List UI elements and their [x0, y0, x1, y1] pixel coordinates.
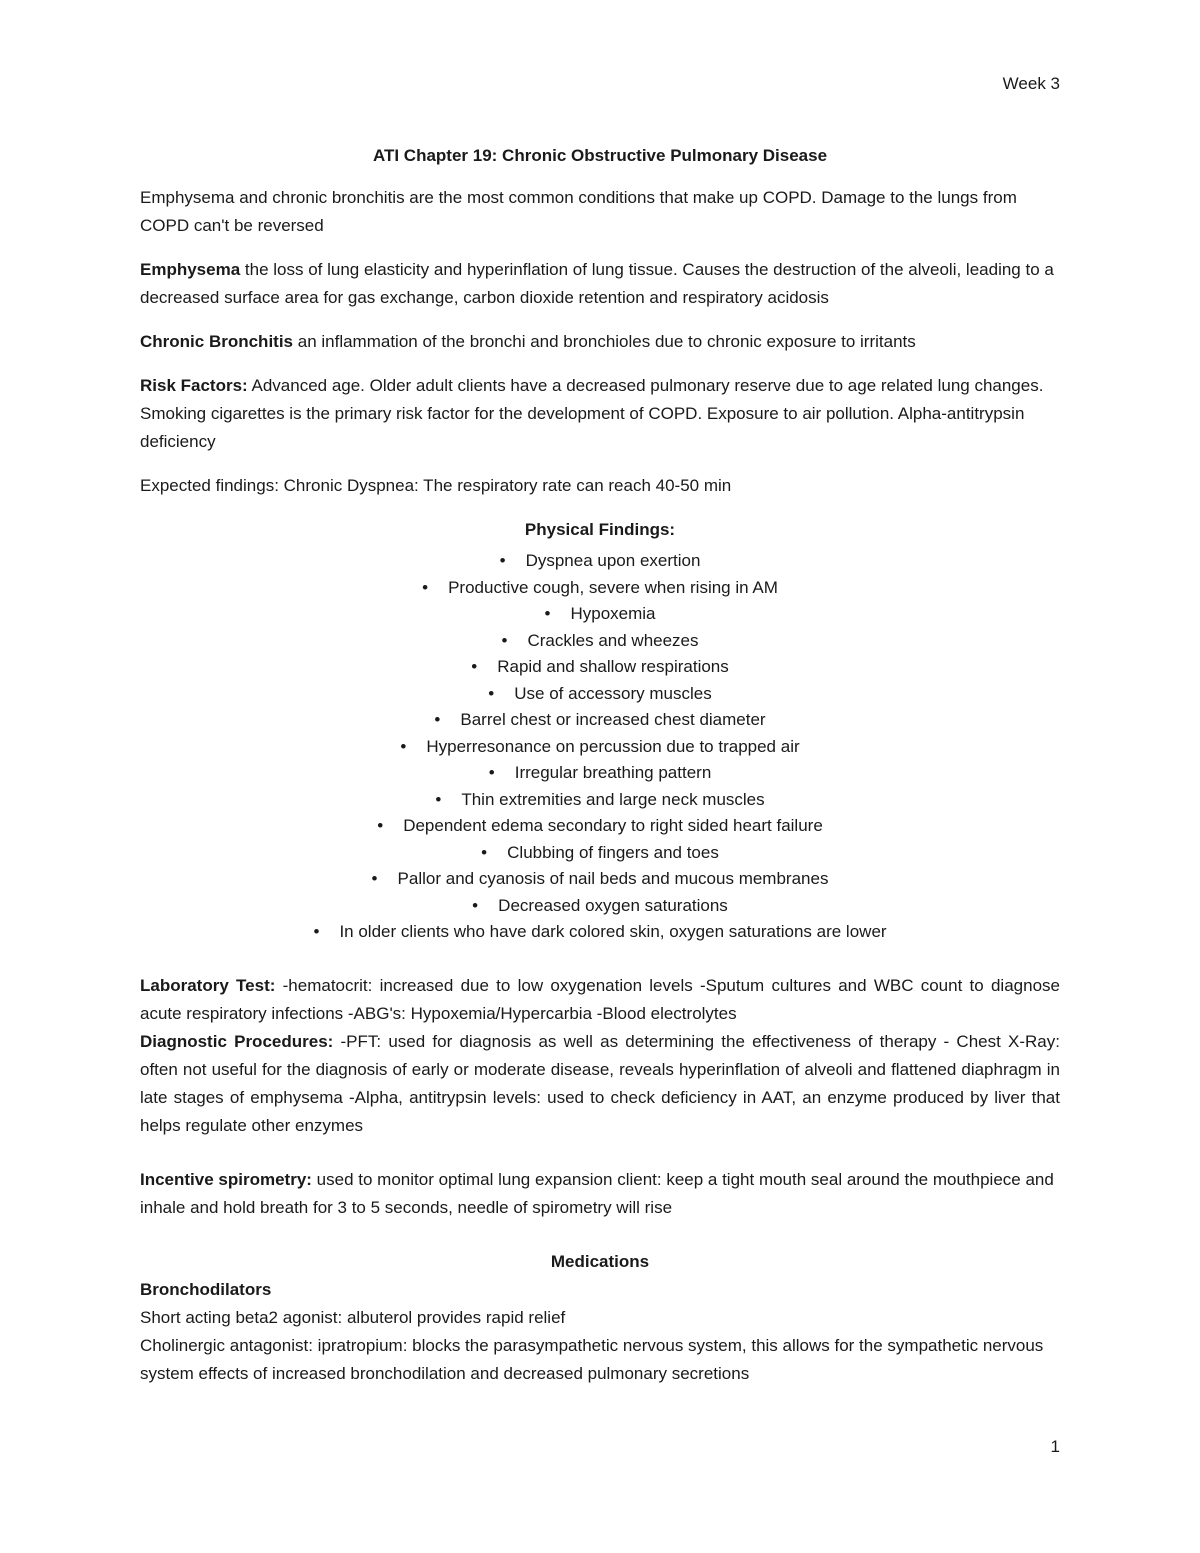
document-title: ATI Chapter 19: Chronic Obstructive Pulmonary Disease — [372, 146, 828, 165]
list-item: • Crackles and wheezes — [140, 628, 1060, 655]
list-item: • Hyperresonance on percussion due to trapped air — [140, 734, 1060, 761]
list-item: • Pallor and cyanosis of nail beds and mucous membranes — [140, 866, 1060, 893]
physical-findings-list — [140, 548, 1060, 946]
laboratory-text: -hematocrit: increased due to low oxygenation levels -Sputum cultures and WBC count to diagnose acute respiratory infections -ABG's: Hypoxemia/Hypercarbia -Blood electrolytes — [140, 975, 1060, 1023]
medication-line: Cholinergic antagonist: ipratropium: blocks the parasympathetic nervous system, this allows for the sympathetic nervous system effects of increased bronchodilation and decreased pulmonary secretions — [140, 1335, 1044, 1383]
bullet-icon: • — [434, 710, 441, 729]
list-item: • Use of accessory muscles — [140, 681, 1060, 708]
bullet-icon: • — [472, 895, 479, 915]
bullet-icon: • — [488, 683, 495, 703]
list-item: • Productive cough, severe when rising in AM — [140, 575, 1060, 602]
diagnostic-text: -PFT: used for diagnosis as well as determining the effectiveness of therapy - Chest X-Ray: often not useful for the diagnosis of early or moderate disease, reveals hyperinflation of alveoli and flattened diaphragm in late stages of emphysema -Alpha, antitrypsin levels: used to check deficiency in AAT, an enzyme produced by liver that helps regulate other enzymes — [140, 1031, 1060, 1135]
document-body — [140, 140, 1060, 1388]
physical-findings-title: Physical Findings: — [524, 520, 676, 539]
risk-factors-text: Advanced age. Older adult clients have a decreased pulmonary reserve due to age related lung changes. Smoking cigarettes is the primary risk factor for the development of COPD. Exposure to air pollution. Alpha-antitrypsin deficiency — [140, 376, 1044, 451]
list-item: • Clubbing of fingers and toes — [140, 840, 1060, 867]
bullet-icon: • — [499, 551, 506, 570]
bullet-icon: • — [488, 763, 495, 782]
laboratory-term: Laboratory Test: — [140, 975, 276, 995]
bullet-icon: • — [481, 842, 488, 862]
expected-findings-paragraph: Expected findings: Chronic Dyspnea: The respiratory rate can reach 40-50 min — [140, 476, 732, 495]
emphysema-paragraph — [140, 256, 1060, 312]
emphysema-text: the loss of lung elasticity and hyperinflation of lung tissue. Causes the destruction of the alveoli, leading to a decreased surface area for gas exchange, carbon dioxide retention and respiratory acidosis — [140, 260, 1054, 307]
chronic-bronchitis-term: Chronic Bronchitis — [140, 332, 294, 351]
page-number: 1 — [1050, 1437, 1060, 1456]
incentive-text: used to monitor optimal lung expansion client: keep a tight mouth seal around the mouthpiece and inhale and hold breath for 3 to 5 seconds, needle of spirometry will rise — [140, 1169, 1054, 1217]
bullet-icon: • — [435, 789, 442, 809]
medications-title: Medications — [550, 1251, 650, 1271]
list-item: • Dependent edema secondary to right sided heart failure — [140, 813, 1060, 840]
bullet-icon: • — [501, 630, 508, 650]
bronchodilators-subtitle: Bronchodilators — [140, 1279, 272, 1299]
bullet-icon: • — [544, 604, 551, 623]
list-item: • Barrel chest or increased chest diameter — [140, 707, 1060, 734]
chronic-bronchitis-paragraph — [140, 328, 1060, 356]
list-item: • Dyspnea upon exertion — [140, 548, 1060, 575]
bullet-icon: • — [422, 577, 429, 597]
list-item: • In older clients who have dark colored skin, oxygen saturations are lower — [140, 919, 1060, 946]
emphysema-term: Emphysema — [140, 260, 241, 279]
medication-line: Short acting beta2 agonist: albuterol provides rapid relief — [140, 1307, 566, 1327]
intro-paragraph: Emphysema and chronic bronchitis are the most common conditions that make up COPD. Damage to the lungs from COPD can't be reversed — [140, 188, 1017, 235]
diagnostic-term: Diagnostic Procedures: — [140, 1031, 334, 1051]
list-item: • Irregular breathing pattern — [140, 760, 1060, 787]
bullet-icon: • — [400, 736, 407, 756]
bullet-icon: • — [313, 922, 320, 941]
laboratory-paragraph — [140, 972, 1060, 1028]
bullet-icon: • — [371, 869, 378, 888]
bullet-icon: • — [377, 816, 384, 835]
risk-factors-paragraph — [140, 372, 1060, 456]
list-item: • Decreased oxygen saturations — [140, 893, 1060, 920]
list-item: • Hypoxemia — [140, 601, 1060, 628]
risk-factors-term: Risk Factors: — [140, 376, 248, 395]
chronic-bronchitis-text: an inflammation of the bronchi and bronchioles due to chronic exposure to irritants — [293, 332, 916, 351]
list-item: • Thin extremities and large neck muscles — [140, 787, 1060, 814]
incentive-paragraph — [140, 1166, 1060, 1222]
incentive-term: Incentive spirometry: — [140, 1169, 312, 1189]
bullet-icon: • — [471, 657, 478, 676]
list-item: • Rapid and shallow respirations — [140, 654, 1060, 681]
page-header: Week 3 — [1002, 74, 1060, 93]
diagnostic-paragraph — [140, 1028, 1060, 1140]
